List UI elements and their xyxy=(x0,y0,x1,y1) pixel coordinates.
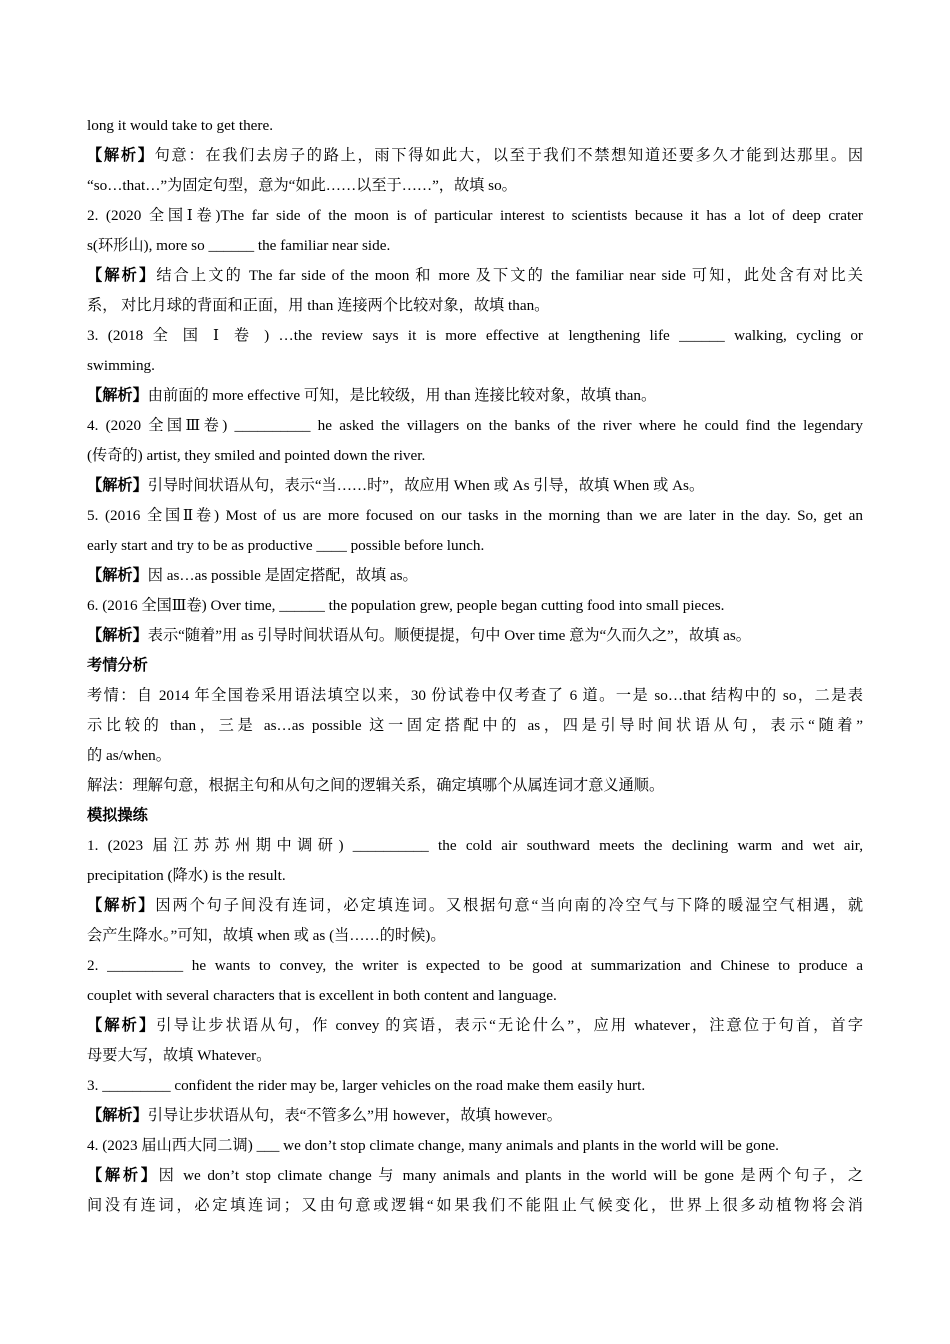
line-text: 结合上文的 The far side of the moon 和 more 及下文的 the familiar near side 可知，此处含有对比关 xyxy=(156,267,863,284)
text-line xyxy=(87,1101,863,1131)
text-line xyxy=(87,711,863,741)
analysis-tag: 【解析】 xyxy=(87,897,156,914)
analysis-tag: 【解析】 xyxy=(87,387,148,404)
text-line xyxy=(87,201,863,231)
text-line xyxy=(87,591,863,621)
analysis-tag: 【解析】 xyxy=(87,477,148,494)
line-text: 6. (2016 全国Ⅲ卷) Over time, ______ the population grew, people began cutting food into small pieces. xyxy=(87,597,725,614)
line-text: 示比较的 than，三是 as…as possible 这一固定搭配中的 as，四是引导时间状语从句，表示“随着” xyxy=(87,717,863,734)
analysis-tag: 【解析】 xyxy=(87,567,148,584)
text-line xyxy=(87,831,863,861)
analysis-tag: 【解析】 xyxy=(87,1017,157,1034)
line-text: 会产生降水。”可知，故填 when 或 as (当……的时候)。 xyxy=(87,927,446,944)
text-line xyxy=(87,111,863,141)
line-text: 3. _________ confident the rider may be, larger vehicles on the road make them easily hurt. xyxy=(87,1077,646,1094)
text-line xyxy=(87,141,863,171)
line-text: “so…that…”为固定句型，意为“如此……以至于……”，故填 so。 xyxy=(87,177,517,194)
line-text: 模拟操练 xyxy=(87,807,148,824)
text-line xyxy=(87,471,863,501)
line-text: 解法：理解句意，根据主句和从句之间的逻辑关系，确定填哪个从属连词才意义通顺。 xyxy=(87,777,665,794)
text-line xyxy=(87,441,863,471)
text-line xyxy=(87,561,863,591)
line-text: 引导让步状语从句，表“不管多么”用 however，故填 however。 xyxy=(147,1107,562,1124)
line-text: 1. (2023 届江苏苏州期中调研) __________ the cold air southward meets the declining warm and wet air, xyxy=(87,837,863,854)
section-heading xyxy=(87,801,863,831)
line-text: 2. __________ he wants to convey, the writer is expected to be good at summarization and Chinese to produce a xyxy=(87,957,863,974)
text-line xyxy=(87,981,863,1011)
text-line xyxy=(87,171,863,201)
line-text: 因两个句子间没有连词，必定填连词。又根据句意“当向南的冷空气与下降的暖湿空气相遇，就 xyxy=(155,897,864,914)
analysis-tag: 【解析】 xyxy=(87,1167,159,1184)
text-line xyxy=(87,501,863,531)
line-text: 3. (2018 全 国 Ⅰ 卷 ) …the review says it is more effective at lengthening life ______ walking, cycling or xyxy=(87,327,863,344)
text-line xyxy=(87,381,863,411)
text-line xyxy=(87,351,863,381)
line-text: 引导让步状语从句，作 convey 的宾语，表示“无论什么”，应用 whatever，注意位于句首，首字 xyxy=(156,1017,864,1034)
text-line xyxy=(87,861,863,891)
line-text: 母要大写，故填 Whatever。 xyxy=(87,1047,272,1064)
document-page xyxy=(87,111,863,1221)
text-line xyxy=(87,1011,863,1041)
text-line xyxy=(87,291,863,321)
text-line xyxy=(87,741,863,771)
text-line xyxy=(87,261,863,291)
line-text: 引导时间状语从句，表示“当……时”，故应用 When 或 As 引导，故填 When 或 As。 xyxy=(147,477,705,494)
line-text: s(环形山), more so ______ the familiar near side. xyxy=(87,237,391,254)
analysis-tag: 【解析】 xyxy=(87,627,148,644)
text-line xyxy=(87,531,863,561)
line-text: 的 as/when。 xyxy=(87,747,171,764)
line-text: 5. (2016 全国Ⅱ卷) Most of us are more focused on our tasks in the morning than we are later in the day. So, get an xyxy=(87,507,863,524)
text-line xyxy=(87,891,863,921)
line-text: 4. (2023 届山西大同二调) ___ we don’t stop climate change, many animals and plants in the world will be gone. xyxy=(87,1137,779,1154)
line-text: (传奇的) artist, they smiled and pointed down the river. xyxy=(87,447,426,464)
text-line xyxy=(87,951,863,981)
text-line xyxy=(87,771,863,801)
text-line xyxy=(87,1191,863,1221)
line-text: 考情：自 2014 年全国卷采用语法填空以来，30 份试卷中仅考查了 6 道。一是 so…that 结构中的 so，二是表 xyxy=(87,687,863,704)
line-text: early start and try to be as productive ____ possible before lunch. xyxy=(87,537,485,554)
line-text: 因 as…as possible 是固定搭配，故填 as。 xyxy=(147,567,418,584)
line-text: 间没有连词，必定填连词；又由句意或逻辑“如果我们不能阻止气候变化，世界上很多动植物将会消 xyxy=(87,1197,863,1214)
text-line xyxy=(87,621,863,651)
line-text: 句意：在我们去房子的路上，雨下得如此大，以至于我们不禁想知道还要多久才能到达那里。因 xyxy=(154,147,864,164)
line-text: precipitation (降水) is the result. xyxy=(87,867,286,884)
analysis-tag: 【解析】 xyxy=(87,1107,148,1124)
line-text: long it would take to get there. xyxy=(87,117,274,134)
text-line xyxy=(87,321,863,351)
line-text: 2. (2020 全国Ⅰ卷)The far side of the moon is of particular interest to scientists because it has a lot of deep crater xyxy=(87,207,863,224)
section-heading xyxy=(87,651,863,681)
text-line xyxy=(87,921,863,951)
text-line xyxy=(87,681,863,711)
line-text: couplet with several characters that is excellent in both content and language. xyxy=(87,987,557,1004)
text-line xyxy=(87,1041,863,1071)
text-line xyxy=(87,1161,863,1191)
line-text: 因 we don’t stop climate change 与 many animals and plants in the world will be gone 是两个句子，之 xyxy=(158,1167,864,1184)
line-text: 4. (2020 全国Ⅲ卷) __________ he asked the villagers on the banks of the river where he could find the legendary xyxy=(87,417,863,434)
analysis-tag: 【解析】 xyxy=(87,267,157,284)
line-text: 表示“随着”用 as 引导时间状语从句。顺便提提，句中 Over time 意为“久而久之”，故填 as。 xyxy=(147,627,751,644)
line-text: 由前面的 more effective 可知，是比较级，用 than 连接比较对象，故填 than。 xyxy=(147,387,657,404)
line-text: swimming. xyxy=(87,357,155,374)
analysis-tag: 【解析】 xyxy=(87,147,155,164)
text-line xyxy=(87,1131,863,1161)
text-line xyxy=(87,231,863,261)
line-text: 系， 对比月球的背面和正面，用 than 连接两个比较对象，故填 than。 xyxy=(87,297,550,314)
line-text: 考情分析 xyxy=(87,657,148,674)
text-line xyxy=(87,1071,863,1101)
text-line xyxy=(87,411,863,441)
